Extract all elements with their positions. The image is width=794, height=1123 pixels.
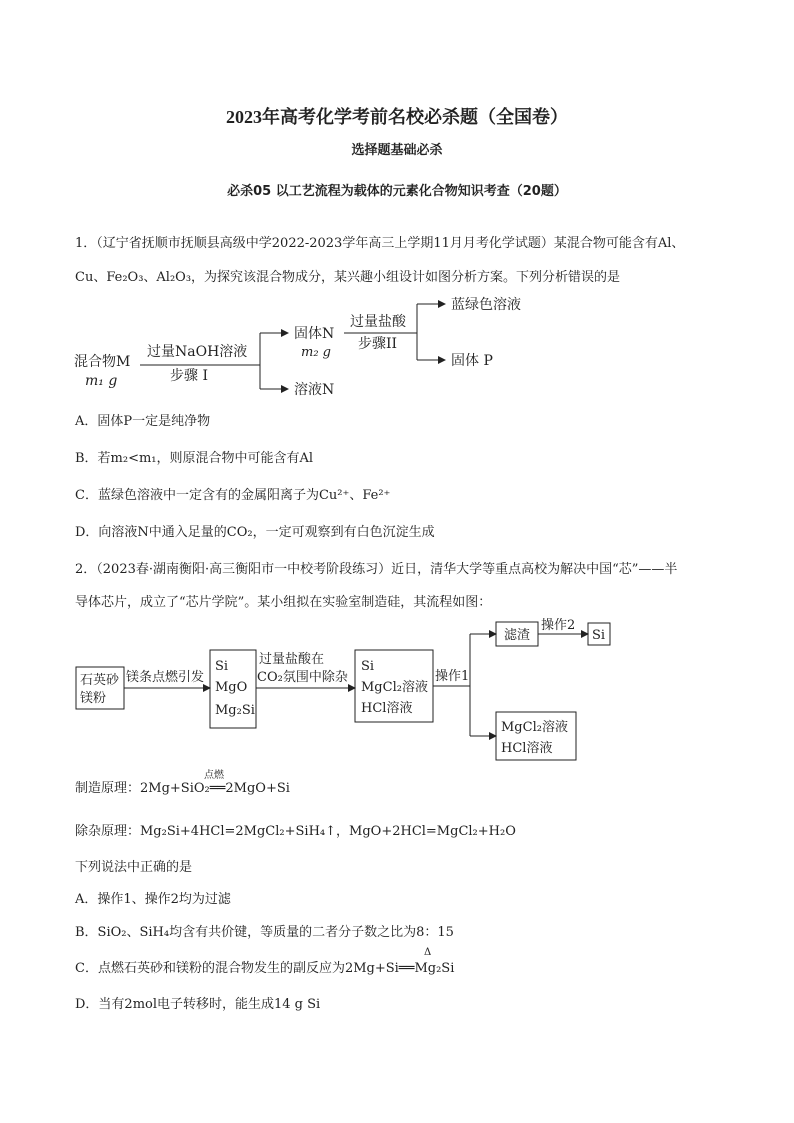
q2-bottom-mgcl2: MgCl₂溶液 bbox=[501, 720, 568, 735]
q2-box2-mgo: MgO bbox=[215, 680, 248, 695]
q2-box3-si: Si bbox=[361, 659, 375, 674]
q1-option-d[interactable]: D．向溶液N中通入足量的CO₂，一定可观察到有白色沉淀生成 bbox=[75, 525, 435, 540]
page-title: 2023年高考化学考前名校必杀题（全国卷） bbox=[226, 107, 568, 127]
q2-box2-si: Si bbox=[215, 659, 229, 674]
q2-option-b[interactable]: B．SiO₂、SiH₄均含有共价键，等质量的二者分子数之比为8：15 bbox=[75, 925, 454, 940]
q2-stem-line2: 导体芯片，成立了“芯片学院”。某小组拟在实验室制造硅，其流程如图： bbox=[75, 595, 492, 610]
q2-box1-quartz: 石英砂 bbox=[80, 673, 120, 688]
section-heading: 必杀05 以工艺流程为载体的元素化合物知识考查（20题） bbox=[227, 184, 567, 199]
q1-blue-green-solution: 蓝绿色溶液 bbox=[451, 297, 521, 313]
q2-box3-hcl: HCl溶液 bbox=[361, 701, 413, 716]
q2-box1-mg: 镁粉 bbox=[80, 691, 107, 706]
q1-option-c[interactable]: C．蓝绿色溶液中一定含有的金属阳离子为Cu²⁺、Fe²⁺ bbox=[75, 488, 391, 503]
q1-solid-n: 固体N bbox=[294, 326, 335, 342]
q2-box2-mg2si: Mg₂Si bbox=[215, 703, 255, 718]
q1-step1-reagent: 过量NaOH溶液 bbox=[147, 344, 248, 360]
q2-arrow2-label-a: 过量盐酸在 bbox=[259, 652, 325, 667]
q1-step2-label: 步骤II bbox=[358, 336, 398, 352]
q1-solid-p: 固体 P bbox=[451, 353, 493, 369]
q1-stem-line2: Cu、Fe₂O₃、Al₂O₃，为探究该混合物成分，某兴趣小组设计如图分析方案。下列分析错误的是 bbox=[75, 270, 621, 285]
q2-option-c-condition: Δ bbox=[424, 947, 432, 958]
q2-op1-label: 操作1 bbox=[435, 669, 470, 684]
q1-solution-n: 溶液N bbox=[294, 382, 335, 398]
q2-stem-line1: 2．（2023春·湖南衡阳·高三衡阳市一中校考阶段练习）近日，清华大学等重点高校为解决中国“芯”——半 bbox=[75, 562, 678, 577]
q1-option-b[interactable]: B．若m₂<m₁，则原混合物中可能含有Al bbox=[75, 451, 314, 466]
q2-option-a[interactable]: A．操作1、操作2均为过滤 bbox=[75, 892, 231, 907]
q1-start-mixture: 混合物M bbox=[74, 354, 131, 370]
q1-flow-diagram bbox=[0, 292, 794, 402]
page-subtitle: 选择题基础必杀 bbox=[351, 143, 443, 158]
q1-solid-n-mass: m₂ g bbox=[301, 345, 331, 360]
q2-bottom-hcl: HCl溶液 bbox=[501, 741, 553, 756]
q2-option-d[interactable]: D．当有2mol电子转移时，能生成14 g Si bbox=[75, 997, 321, 1012]
q2-residue-box: 滤渣 bbox=[504, 628, 531, 643]
q1-step2-reagent: 过量盐酸 bbox=[350, 314, 406, 330]
q2-arrow1-label: 镁条点燃引发 bbox=[126, 670, 205, 685]
q1-step1-label: 步骤 I bbox=[170, 368, 208, 384]
q2-flow-diagram bbox=[0, 618, 794, 768]
q2-si-box: Si bbox=[592, 628, 606, 643]
q2-question: 下列说法中正确的是 bbox=[75, 860, 193, 875]
q2-condition-ignite: 点燃 bbox=[204, 770, 224, 781]
q1-start-mass: m₁ g bbox=[85, 373, 118, 389]
q2-arrow2-label-b: CO₂氛围中除杂 bbox=[257, 670, 348, 685]
q2-op2-label: 操作2 bbox=[541, 618, 576, 633]
q2-purify-principle: 除杂原理：Mg₂Si+4HCl=2MgCl₂+SiH₄↑，MgO+2HCl=MgCl₂+H₂O bbox=[75, 824, 516, 839]
q1-stem-line1: 1．（辽宁省抚顺市抚顺县高级中学2022-2023学年高三上学期11月月考化学试题）某混合物可能含有Al、 bbox=[75, 236, 685, 251]
q1-option-a[interactable]: A．固体P一定是纯净物 bbox=[75, 414, 211, 429]
q2-principle: 制造原理：2Mg+SiO₂══2MgO+Si bbox=[75, 781, 290, 796]
q2-box3-mgcl2: MgCl₂溶液 bbox=[361, 680, 428, 695]
q2-option-c[interactable]: C．点燃石英砂和镁粉的混合物发生的副反应为2Mg+Si══Mg₂Si bbox=[75, 961, 455, 976]
